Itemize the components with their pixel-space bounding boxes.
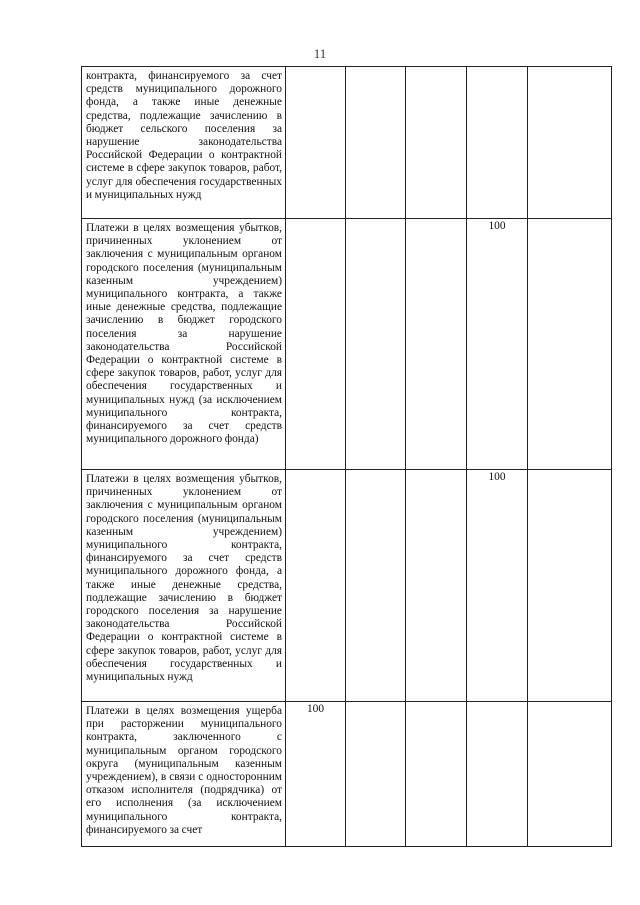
cell-value — [528, 219, 611, 220]
value-cell — [467, 470, 528, 702]
cell-value — [528, 702, 611, 703]
value-cell — [528, 67, 612, 219]
cell-value — [346, 470, 405, 471]
value-cell — [346, 219, 406, 470]
description-cell — [82, 219, 286, 470]
table-row — [82, 702, 612, 847]
row-description: Платежи в целях возмещения убытков, причиненных уклонением от заключения с муниципальным органом городского поселения (муниципальным казенным учреждением) муниципального контракта, финансируемого за счет средств муниципального дорожного фонда, а также иные денежные средства, подлежащие зачислению в бюджет городского поселения за нарушение законодательства Российской Федерации о контрактной системе в сфере закупок товаров, работ, услуг для обеспечения государственных и муниципальных нужд — [86, 473, 282, 684]
row-description: Платежи в целях возмещения ущерба при расторжении муниципального контракта, заключенного с муниципальным органом городского округа (муниципальным казенным учреждением), в связи с односторонним отказом исполнителя (подрядчика) от его исполнения (за исключением муниципального контракта, финансируемого за счет — [86, 705, 282, 836]
value-cell — [528, 702, 612, 847]
row-description: Платежи в целях возмещения убытков, причиненных уклонением от заключения с муниципальным органом городского поселения (муниципальным казенным учреждением) муниципального контракта, а также иные денежные средства, подлежащие зачислению в бюджет городского поселения за нарушение законодательства Российской Федерации о контрактной системе в сфере закупок товаров, работ, услуг для обеспечения государственных и муниципальных нужд (за исключением муниципального контракта, финансируемого за счет средств муниципального дорожного фонда) — [86, 222, 282, 446]
cell-value — [286, 67, 345, 68]
cell-value — [406, 67, 466, 68]
value-cell — [346, 702, 406, 847]
value-cell — [286, 219, 346, 470]
cell-value — [406, 702, 466, 703]
cell-value — [346, 67, 405, 68]
income-distribution-table — [81, 66, 612, 847]
cell-value — [467, 67, 527, 68]
value-cell — [528, 470, 612, 702]
cell-value — [346, 702, 405, 703]
value-cell — [467, 219, 528, 470]
value-cell — [286, 67, 346, 219]
value-cell — [346, 470, 406, 702]
cell-value — [528, 470, 611, 471]
value-cell — [406, 702, 467, 847]
value-cell — [406, 67, 467, 219]
cell-value — [346, 219, 405, 220]
table-row — [82, 219, 612, 470]
cell-value — [286, 470, 345, 471]
page-number: 11 — [313, 46, 327, 61]
cell-value — [286, 219, 345, 220]
value-cell — [346, 67, 406, 219]
value-cell — [406, 219, 467, 470]
value-cell — [467, 67, 528, 219]
value-cell — [286, 702, 346, 847]
row-description: контракта, финансируемого за счет средств муниципального дорожного фонда, а также иные денежные средства, подлежащие зачислению в бюджет сельского поселения за нарушение законодательства Российской Федерации о контрактной системе в сфере закупок товаров, работ, услуг для обеспечения государственных и муниципальных нужд — [86, 70, 282, 201]
cell-value — [406, 219, 466, 220]
description-cell — [82, 470, 286, 702]
value-cell — [286, 470, 346, 702]
value-cell — [467, 702, 528, 847]
table-row — [82, 67, 612, 219]
cell-value — [528, 67, 611, 68]
description-cell — [82, 67, 286, 219]
description-cell — [82, 702, 286, 847]
value-cell — [528, 219, 612, 470]
cell-value: 100 — [488, 220, 506, 232]
table-row — [82, 470, 612, 702]
cell-value — [406, 470, 466, 471]
cell-value: 100 — [488, 471, 506, 483]
cell-value: 100 — [306, 703, 325, 715]
value-cell — [406, 470, 467, 702]
cell-value — [467, 702, 527, 703]
